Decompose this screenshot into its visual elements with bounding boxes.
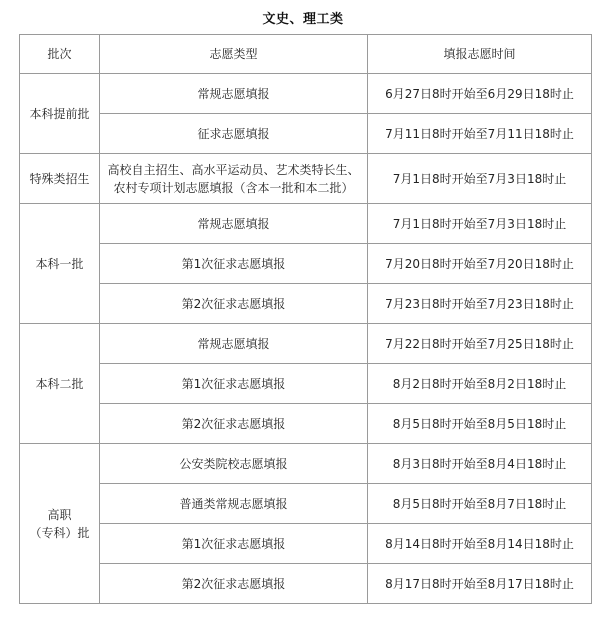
header-type: 志愿类型 — [100, 35, 368, 74]
type-cell: 第2次征求志愿填报 — [100, 284, 368, 324]
time-cell: 8月2日8时开始至8月2日18时止 — [368, 364, 592, 404]
batch-cell: 本科一批 — [20, 204, 100, 324]
time-cell: 8月17日8时开始至8月17日18时止 — [368, 564, 592, 604]
table-row — [20, 154, 592, 204]
table-row — [20, 444, 592, 484]
batch-cell: 本科提前批 — [20, 74, 100, 154]
type-cell: 普通类常规志愿填报 — [100, 484, 368, 524]
header-batch: 批次 — [20, 35, 100, 74]
time-cell: 8月14日8时开始至8月14日18时止 — [368, 524, 592, 564]
table-row — [20, 564, 592, 604]
table-row — [20, 284, 592, 324]
table-row — [20, 484, 592, 524]
table-row — [20, 114, 592, 154]
type-cell: 第1次征求志愿填报 — [100, 244, 368, 284]
type-cell: 第1次征求志愿填报 — [100, 524, 368, 564]
table-row — [20, 244, 592, 284]
type-cell: 高校自主招生、高水平运动员、艺术类特长生、农村专项计划志愿填报（含本一批和本二批） — [100, 154, 368, 204]
batch-cell: 本科二批 — [20, 324, 100, 444]
table-row — [20, 204, 592, 244]
time-cell: 7月1日8时开始至7月3日18时止 — [368, 154, 592, 204]
time-cell: 8月5日8时开始至8月7日18时止 — [368, 484, 592, 524]
time-cell: 8月5日8时开始至8月5日18时止 — [368, 404, 592, 444]
time-cell: 7月20日8时开始至7月20日18时止 — [368, 244, 592, 284]
table-row — [20, 74, 592, 114]
time-cell: 6月27日8时开始至6月29日18时止 — [368, 74, 592, 114]
batch-cell: 特殊类招生 — [20, 154, 100, 204]
type-cell: 第2次征求志愿填报 — [100, 564, 368, 604]
time-cell: 7月22日8时开始至7月25日18时止 — [368, 324, 592, 364]
batch-cell: 高职 （专科）批 — [20, 444, 100, 604]
type-cell: 常规志愿填报 — [100, 324, 368, 364]
time-cell: 7月11日8时开始至7月11日18时止 — [368, 114, 592, 154]
type-cell: 公安类院校志愿填报 — [100, 444, 368, 484]
table-row — [20, 404, 592, 444]
type-cell: 第1次征求志愿填报 — [100, 364, 368, 404]
table-header-row — [20, 35, 592, 74]
type-cell: 常规志愿填报 — [100, 74, 368, 114]
time-cell: 8月3日8时开始至8月4日18时止 — [368, 444, 592, 484]
time-cell: 7月1日8时开始至7月3日18时止 — [368, 204, 592, 244]
header-time: 填报志愿时间 — [368, 35, 592, 74]
time-cell: 7月23日8时开始至7月23日18时止 — [368, 284, 592, 324]
table-row — [20, 364, 592, 404]
type-cell: 征求志愿填报 — [100, 114, 368, 154]
table-row — [20, 324, 592, 364]
type-cell: 常规志愿填报 — [100, 204, 368, 244]
page-title: 文史、理工类 — [262, 12, 344, 27]
table-row — [20, 524, 592, 564]
schedule-table — [19, 34, 592, 604]
type-cell: 第2次征求志愿填报 — [100, 404, 368, 444]
